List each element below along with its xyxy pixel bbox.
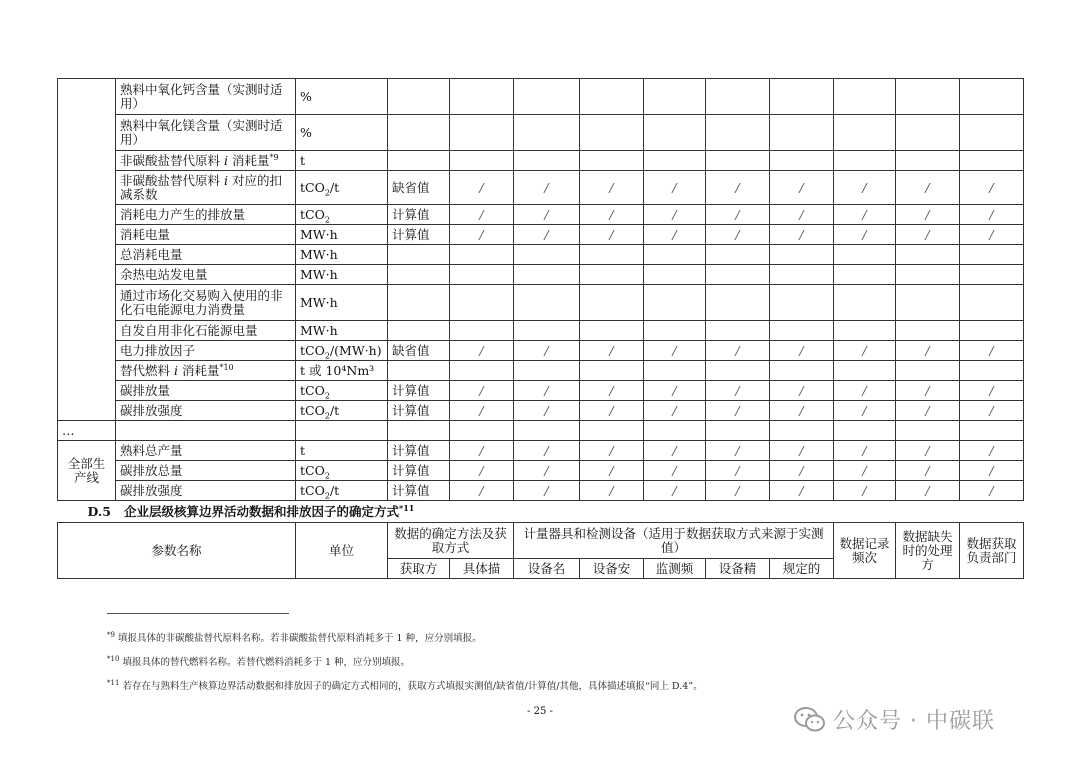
slash-cell: / bbox=[514, 225, 580, 245]
slash-cell bbox=[514, 115, 580, 151]
table-row bbox=[58, 401, 1024, 421]
slash-cell bbox=[580, 79, 644, 115]
method-cell bbox=[388, 285, 450, 321]
slash-cell: / bbox=[450, 341, 514, 361]
slash-cell: / bbox=[644, 341, 706, 361]
slash-cell bbox=[450, 361, 514, 381]
footnote-9: $^{*9}$ 填报具体的非碳酸盐替代原料名称。若非碳酸盐替代原料消耗多于 1 种，应分别填报。 bbox=[107, 630, 482, 644]
param-name: 自发自用非化石能源电量 bbox=[116, 321, 296, 341]
slash-cell: / bbox=[896, 481, 960, 501]
slash-cell: / bbox=[834, 481, 896, 501]
slash-cell bbox=[450, 115, 514, 151]
slash-cell: / bbox=[644, 225, 706, 245]
slash-cell bbox=[580, 361, 644, 381]
slash-cell bbox=[770, 245, 834, 265]
table-row bbox=[58, 381, 1024, 401]
slash-cell bbox=[960, 115, 1024, 151]
slash-cell: / bbox=[450, 381, 514, 401]
unit-cell: % bbox=[296, 115, 388, 151]
slash-cell bbox=[960, 265, 1024, 285]
table-row bbox=[58, 205, 1024, 225]
slash-cell bbox=[514, 151, 580, 171]
slash-cell bbox=[514, 265, 580, 285]
header-param-name: 参数名称 bbox=[58, 523, 296, 579]
header-sub: 设备精 bbox=[706, 559, 770, 579]
slash-cell: / bbox=[896, 401, 960, 421]
slash-cell: / bbox=[706, 481, 770, 501]
slash-cell bbox=[770, 151, 834, 171]
slash-cell bbox=[770, 115, 834, 151]
param-name: 消耗电力产生的排放量 bbox=[116, 205, 296, 225]
unit-cell: MW·h bbox=[296, 225, 388, 245]
table-row bbox=[58, 79, 1024, 115]
header-unit: 单位 bbox=[296, 523, 388, 579]
table-row bbox=[58, 481, 1024, 501]
slash-cell: / bbox=[580, 341, 644, 361]
param-name: 碳排放量 bbox=[116, 381, 296, 401]
slash-cell: / bbox=[514, 341, 580, 361]
section-row bbox=[58, 501, 1024, 523]
slash-cell bbox=[706, 285, 770, 321]
method-cell bbox=[388, 361, 450, 381]
slash-cell: / bbox=[514, 461, 580, 481]
slash-cell: / bbox=[644, 461, 706, 481]
table-row bbox=[58, 461, 1024, 481]
slash-cell bbox=[514, 321, 580, 341]
wechat-icon bbox=[793, 706, 827, 734]
slash-cell bbox=[770, 265, 834, 285]
param-name: 碳排放强度 bbox=[116, 401, 296, 421]
slash-cell bbox=[450, 151, 514, 171]
slash-cell bbox=[706, 151, 770, 171]
table-row bbox=[58, 361, 1024, 381]
unit-cell: MW·h bbox=[296, 321, 388, 341]
slash-cell: / bbox=[770, 171, 834, 205]
slash-cell: / bbox=[580, 171, 644, 205]
method-cell: 计算值 bbox=[388, 381, 450, 401]
param-name: 熟料总产量 bbox=[116, 441, 296, 461]
slash-cell: / bbox=[834, 171, 896, 205]
header-method-group: 数据的确定方法及获取方式 bbox=[388, 523, 514, 559]
slash-cell: / bbox=[644, 481, 706, 501]
slash-cell: / bbox=[960, 225, 1024, 245]
slash-cell bbox=[834, 151, 896, 171]
slash-cell bbox=[834, 285, 896, 321]
slash-cell bbox=[644, 245, 706, 265]
slash-cell: / bbox=[770, 481, 834, 501]
slash-cell bbox=[896, 245, 960, 265]
header-dept: 数据获取负责部门 bbox=[960, 523, 1024, 579]
slash-cell: / bbox=[896, 205, 960, 225]
param-name: 熟料中氧化钙含量（实测时适用） bbox=[116, 79, 296, 115]
slash-cell: / bbox=[514, 205, 580, 225]
header-sub: 具体描 bbox=[450, 559, 514, 579]
slash-cell bbox=[644, 115, 706, 151]
slash-cell: / bbox=[960, 441, 1024, 461]
slash-cell bbox=[580, 265, 644, 285]
table-row bbox=[58, 265, 1024, 285]
slash-cell bbox=[580, 151, 644, 171]
slash-cell: / bbox=[706, 171, 770, 205]
slash-cell: / bbox=[644, 205, 706, 225]
unit-cell: tCO$_2$ bbox=[296, 381, 388, 401]
param-name: 替代燃料 i 消耗量$^{*10}$ bbox=[116, 361, 296, 381]
method-cell: 缺省值 bbox=[388, 171, 450, 205]
header-row bbox=[58, 523, 1024, 559]
table-row bbox=[58, 171, 1024, 205]
slash-cell: / bbox=[960, 381, 1024, 401]
slash-cell: / bbox=[706, 441, 770, 461]
param-name: 消耗电量 bbox=[116, 225, 296, 245]
slash-cell: / bbox=[580, 481, 644, 501]
slash-cell: / bbox=[580, 205, 644, 225]
footnote-rule bbox=[107, 613, 289, 614]
slash-cell: / bbox=[834, 461, 896, 481]
slash-cell bbox=[580, 115, 644, 151]
unit-cell: tCO$_2$/t bbox=[296, 171, 388, 205]
slash-cell bbox=[706, 321, 770, 341]
slash-cell: / bbox=[706, 461, 770, 481]
slash-cell bbox=[706, 79, 770, 115]
page-number: - 25 - bbox=[527, 706, 553, 717]
slash-cell: / bbox=[834, 225, 896, 245]
slash-cell bbox=[834, 361, 896, 381]
param-name: 熟料中氧化镁含量（实测时适用） bbox=[116, 115, 296, 151]
group-label: 全部生 产线 bbox=[58, 441, 116, 501]
slash-cell bbox=[706, 361, 770, 381]
slash-cell bbox=[706, 115, 770, 151]
header-sub: 监测频 bbox=[644, 559, 706, 579]
slash-cell: / bbox=[706, 225, 770, 245]
slash-cell bbox=[960, 285, 1024, 321]
unit-cell: MW·h bbox=[296, 265, 388, 285]
slash-cell: / bbox=[960, 205, 1024, 225]
slash-cell: / bbox=[580, 441, 644, 461]
method-cell: 计算值 bbox=[388, 461, 450, 481]
slash-cell: / bbox=[960, 461, 1024, 481]
slash-cell: / bbox=[450, 225, 514, 245]
slash-cell bbox=[770, 361, 834, 381]
footnote-11: $^{*11}$ 若存在与熟料生产核算边界活动数据和排放因子的确定方式相同的，获取方式填报实测值/缺省值/计算值/其他，具体描述填报“同上 D.4”。 bbox=[107, 678, 703, 692]
slash-cell: / bbox=[896, 441, 960, 461]
header-device-group: 计量器具和检测设备（适用于数据获取方式来源于实测值） bbox=[514, 523, 834, 559]
slash-cell: / bbox=[706, 205, 770, 225]
method-cell bbox=[388, 321, 450, 341]
slash-cell: / bbox=[644, 441, 706, 461]
slash-cell: / bbox=[580, 401, 644, 421]
slash-cell bbox=[450, 265, 514, 285]
table-row bbox=[58, 115, 1024, 151]
slash-cell bbox=[514, 79, 580, 115]
slash-cell: / bbox=[450, 205, 514, 225]
ellipsis-row bbox=[58, 421, 1024, 441]
slash-cell: / bbox=[834, 441, 896, 461]
unit-cell: % bbox=[296, 79, 388, 115]
slash-cell bbox=[896, 361, 960, 381]
slash-cell bbox=[644, 285, 706, 321]
method-cell bbox=[388, 265, 450, 285]
unit-cell: t bbox=[296, 441, 388, 461]
unit-cell: tCO$_2$ bbox=[296, 205, 388, 225]
slash-cell: / bbox=[896, 341, 960, 361]
slash-cell: / bbox=[834, 341, 896, 361]
table-row bbox=[58, 225, 1024, 245]
footnote-10: $^{*10}$ 填报具体的替代燃料名称。若替代燃料消耗多于 1 种，应分别填报。 bbox=[107, 654, 411, 668]
slash-cell: / bbox=[770, 381, 834, 401]
slash-cell: / bbox=[644, 401, 706, 421]
slash-cell bbox=[834, 265, 896, 285]
slash-cell bbox=[960, 151, 1024, 171]
slash-cell: / bbox=[834, 205, 896, 225]
slash-cell bbox=[644, 361, 706, 381]
unit-cell: tCO$_2$/t bbox=[296, 401, 388, 421]
watermark bbox=[793, 704, 995, 735]
method-cell: 计算值 bbox=[388, 441, 450, 461]
slash-cell bbox=[896, 115, 960, 151]
slash-cell: / bbox=[960, 401, 1024, 421]
slash-cell: / bbox=[514, 401, 580, 421]
param-name: 通过市场化交易购入使用的非化石电能源电力消费量 bbox=[116, 285, 296, 321]
unit-cell: tCO$_2$/(MW·h) bbox=[296, 341, 388, 361]
slash-cell: / bbox=[514, 381, 580, 401]
slash-cell bbox=[834, 321, 896, 341]
table-row bbox=[58, 285, 1024, 321]
method-cell: 计算值 bbox=[388, 205, 450, 225]
data-table bbox=[57, 78, 1024, 579]
unit-cell: t 或 10⁴Nm³ bbox=[296, 361, 388, 381]
slash-cell bbox=[896, 265, 960, 285]
header-sub: 设备名 bbox=[514, 559, 580, 579]
slash-cell: / bbox=[580, 225, 644, 245]
slash-cell: / bbox=[514, 481, 580, 501]
method-cell bbox=[388, 151, 450, 171]
slash-cell bbox=[450, 321, 514, 341]
slash-cell bbox=[514, 285, 580, 321]
slash-cell: / bbox=[834, 401, 896, 421]
method-cell: 计算值 bbox=[388, 225, 450, 245]
slash-cell bbox=[896, 151, 960, 171]
slash-cell: / bbox=[896, 381, 960, 401]
slash-cell bbox=[706, 245, 770, 265]
slash-cell bbox=[580, 285, 644, 321]
slash-cell bbox=[514, 245, 580, 265]
slash-cell: / bbox=[770, 401, 834, 421]
table-row bbox=[58, 441, 1024, 461]
method-cell bbox=[388, 245, 450, 265]
slash-cell bbox=[960, 321, 1024, 341]
slash-cell bbox=[896, 285, 960, 321]
slash-cell bbox=[834, 115, 896, 151]
slash-cell bbox=[770, 321, 834, 341]
param-name: 电力排放因子 bbox=[116, 341, 296, 361]
slash-cell: / bbox=[960, 481, 1024, 501]
slash-cell: / bbox=[706, 341, 770, 361]
unit-cell: tCO$_2$/t bbox=[296, 481, 388, 501]
slash-cell: / bbox=[770, 341, 834, 361]
header-sub: 获取方 bbox=[388, 559, 450, 579]
slash-cell: / bbox=[644, 381, 706, 401]
line-group-cell bbox=[58, 79, 116, 421]
unit-cell: t bbox=[296, 151, 388, 171]
slash-cell: / bbox=[450, 441, 514, 461]
param-name: 余热电站发电量 bbox=[116, 265, 296, 285]
param-name: 非碳酸盐替代原料 i 消耗量$^{*9}$ bbox=[116, 151, 296, 171]
slash-cell bbox=[770, 285, 834, 321]
method-cell: 计算值 bbox=[388, 481, 450, 501]
watermark-text: 公众号 · 中碳联 bbox=[833, 709, 995, 734]
table-row bbox=[58, 245, 1024, 265]
method-cell bbox=[388, 115, 450, 151]
slash-cell: / bbox=[514, 441, 580, 461]
slash-cell: / bbox=[644, 171, 706, 205]
table-row bbox=[58, 151, 1024, 171]
slash-cell bbox=[896, 79, 960, 115]
method-cell bbox=[388, 79, 450, 115]
slash-cell bbox=[450, 285, 514, 321]
slash-cell bbox=[580, 245, 644, 265]
param-name: 碳排放强度 bbox=[116, 481, 296, 501]
slash-cell bbox=[960, 361, 1024, 381]
slash-cell: / bbox=[580, 381, 644, 401]
slash-cell bbox=[960, 79, 1024, 115]
unit-cell: MW·h bbox=[296, 285, 388, 321]
ellipsis: … bbox=[58, 421, 116, 441]
slash-cell: / bbox=[450, 461, 514, 481]
param-name: 总消耗电量 bbox=[116, 245, 296, 265]
slash-cell bbox=[644, 79, 706, 115]
unit-cell: tCO$_2$ bbox=[296, 461, 388, 481]
slash-cell: / bbox=[514, 171, 580, 205]
slash-cell bbox=[514, 361, 580, 381]
header-sub: 设备安 bbox=[580, 559, 644, 579]
method-cell: 计算值 bbox=[388, 401, 450, 421]
param-name: 非碳酸盐替代原料 i 对应的扣减系数 bbox=[116, 171, 296, 205]
slash-cell: / bbox=[960, 341, 1024, 361]
slash-cell: / bbox=[770, 441, 834, 461]
section-title: D.5 企业层级核算边界活动数据和排放因子的确定方式$^{*11}$ bbox=[58, 501, 1024, 523]
slash-cell: / bbox=[770, 205, 834, 225]
slash-cell bbox=[450, 245, 514, 265]
slash-cell: / bbox=[834, 381, 896, 401]
slash-cell bbox=[644, 151, 706, 171]
header-missing: 数据缺失时的处理方 bbox=[896, 523, 960, 579]
slash-cell: / bbox=[706, 401, 770, 421]
table-row bbox=[58, 321, 1024, 341]
slash-cell: / bbox=[960, 171, 1024, 205]
slash-cell bbox=[644, 321, 706, 341]
slash-cell bbox=[770, 79, 834, 115]
slash-cell: / bbox=[770, 461, 834, 481]
slash-cell bbox=[450, 79, 514, 115]
table-row bbox=[58, 341, 1024, 361]
header-record-freq: 数据记录频次 bbox=[834, 523, 896, 579]
slash-cell: / bbox=[450, 401, 514, 421]
slash-cell: / bbox=[770, 225, 834, 245]
slash-cell: / bbox=[706, 381, 770, 401]
slash-cell bbox=[834, 79, 896, 115]
method-cell: 缺省值 bbox=[388, 341, 450, 361]
slash-cell: / bbox=[896, 171, 960, 205]
unit-cell: MW·h bbox=[296, 245, 388, 265]
slash-cell bbox=[834, 245, 896, 265]
slash-cell bbox=[644, 265, 706, 285]
slash-cell: / bbox=[896, 461, 960, 481]
slash-cell bbox=[580, 321, 644, 341]
slash-cell bbox=[896, 321, 960, 341]
param-name: 碳排放总量 bbox=[116, 461, 296, 481]
slash-cell bbox=[706, 265, 770, 285]
slash-cell bbox=[960, 245, 1024, 265]
section-number: D.5 bbox=[87, 503, 111, 519]
slash-cell: / bbox=[450, 171, 514, 205]
slash-cell: / bbox=[896, 225, 960, 245]
slash-cell: / bbox=[450, 481, 514, 501]
header-sub: 规定的 bbox=[770, 559, 834, 579]
slash-cell: / bbox=[580, 461, 644, 481]
